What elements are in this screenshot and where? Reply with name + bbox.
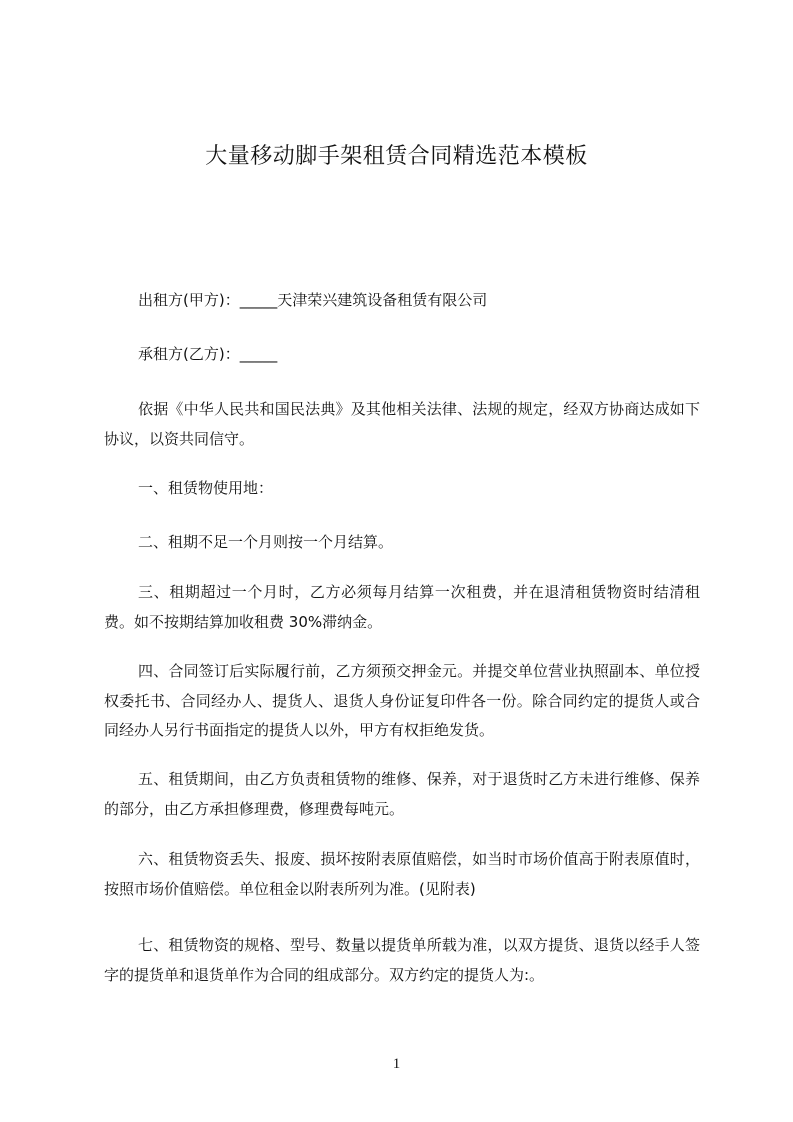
clause-1: 一、租赁物使用地：: [138, 479, 274, 497]
clause-3: 三、租期超过一个月时，乙方必须每月结算一次租费，并在退清租赁物资时结清租费。如不按期结算加收租费 30%滞纳金。: [104, 583, 700, 631]
page-number: 1: [392, 1056, 401, 1072]
clause-2: 二、租期不足一个月则按一个月结算。: [138, 533, 394, 551]
preamble-paragraph: 依据《中华人民共和国民法典》及其他相关法律、法规的规定，经双方协商达成如下协议，以资共同信守。: [104, 400, 700, 448]
clause-6: 六、租赁物资丢失、报废、损坏按附表原值赔偿，如当时市场价值高于附表原值时，按照市场价值赔偿。单位租金以附表所列为准。(见附表): [104, 850, 700, 898]
lessee-line: 承租方(乙方)：_____: [138, 345, 278, 363]
clause-7: 七、租赁物资的规格、型号、数量以提货单所载为准，以双方提货、退货以经手人签字的提货单和退货单作为合同的组成部分。双方约定的提货人为:。: [104, 936, 700, 984]
lessor-line: 出租方(甲方)：_____天津荣兴建筑设备租赁有限公司: [138, 291, 488, 309]
document-title: 大量移动脚手架租赁合同精选范本模板: [205, 144, 588, 169]
clause-4: 四、合同签订后实际履行前，乙方须预交押金元。并提交单位营业执照副本、单位授权委托书、合同经办人、提货人、退货人身份证复印件各一份。除合同约定的提货人或合同经办人另行书面指定的提货人以外，甲方有权拒绝发货。: [104, 662, 700, 739]
clause-5: 五、租赁期间，由乙方负责租赁物的维修、保养，对于退货时乙方未进行维修、保养的部分，由乙方承担修理费，修理费每吨元。: [104, 770, 700, 818]
